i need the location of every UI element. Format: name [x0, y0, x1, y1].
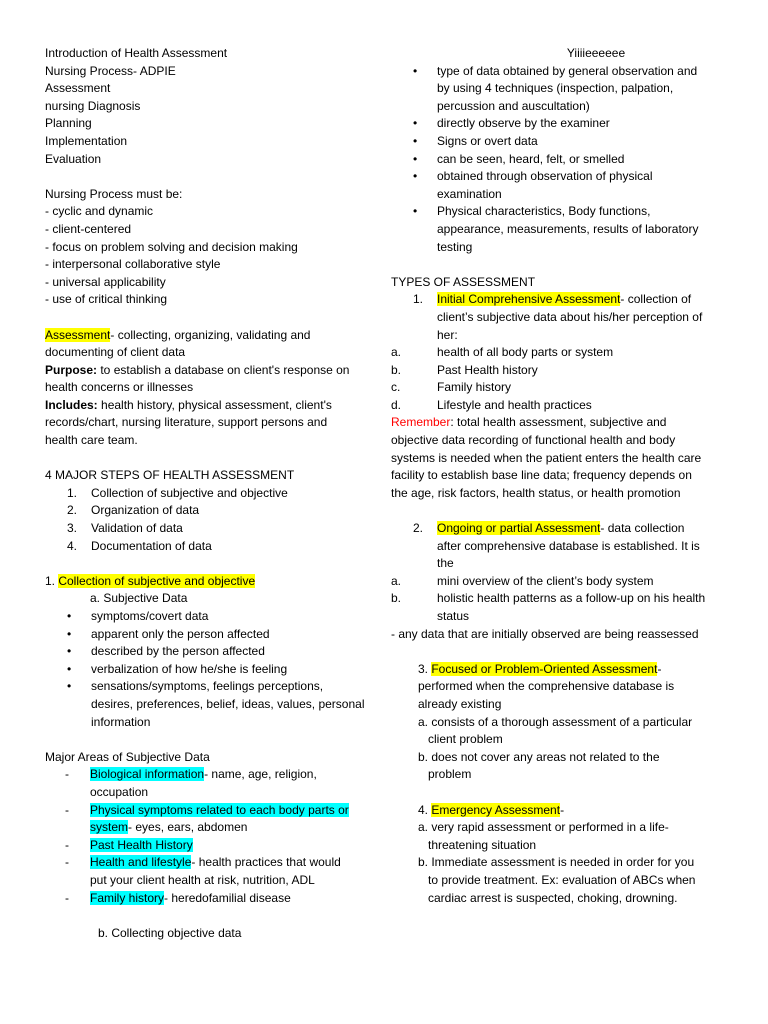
step-item: 4. Documentation of data	[67, 538, 212, 553]
includes-line-cont: health care team.	[45, 433, 138, 448]
must-be-item: - focus on problem solving and decision making	[45, 239, 298, 254]
section1-heading: 1. Collection of subjective and objective	[45, 573, 256, 588]
objective-bullet: • type of data obtained by general observation and by using 4 techniques (inspection, palpation, percussion and auscultation)	[413, 63, 698, 113]
left-column	[45, 45, 385, 942]
type-item: 1. Initial Comprehensive Assessment- collection of client’s subjective data about his/her perception of her:	[413, 292, 703, 342]
type1-subitem: b. Past Health history	[391, 362, 538, 377]
must-be-item: - universal applicability	[45, 274, 166, 289]
includes-line-cont: records/chart, nursing literature, support persons and	[45, 415, 328, 430]
must-be-item: - cyclic and dynamic	[45, 204, 154, 219]
assessment-term: Assessment	[45, 327, 111, 342]
remember-note-cont: facility to establish base line data; frequency depends on	[391, 468, 692, 483]
step-item: 3. Validation of data	[67, 521, 183, 536]
objective-bullet: • directly observe by the examiner	[413, 116, 610, 131]
reassess-note: - any data that are initially observed are being reassessed	[391, 626, 699, 641]
objective-bullet: • Signs or overt data	[413, 133, 538, 148]
objective-heading: b. Collecting objective data	[98, 925, 242, 940]
assessment-definition-cont: documenting of client data	[45, 345, 186, 360]
subjective-bullet: • described by the person affected	[67, 644, 265, 659]
type3-block: 3. Focused or Problem-Oriented Assessment- performed when the comprehensive database is already existing a. consists of a thorough assessment of a particular client problem b. does not cover any areas not related to the problem 4. Emergency Assessment- a. very rapid assessment or performed in a life- threatening situation b. Immediate assessment is needed in order for you to provide treatment. Ex: evaluation of ABCs when cardiac arrest is suspected, choking, drowning.	[418, 661, 696, 905]
subjective-bullet: • apparent only the person affected	[67, 626, 270, 641]
remember-note-cont: systems is needed when the patient enters the health care	[391, 450, 702, 465]
step-item: 2. Organization of data	[67, 503, 200, 518]
area-item: - Health and lifestyle- health practices that would put your client health at risk, nutrition, ADL	[65, 855, 341, 887]
type4-term: Emergency Assessment	[431, 802, 561, 817]
remember-note-cont: objective data recording of functional health and body	[391, 433, 676, 448]
remember-note-cont: the age, risk factors, health status, or health promotion	[391, 485, 681, 500]
must-be-item: - interpersonal collaborative style	[45, 257, 221, 272]
type2-subitem: a. mini overview of the client’s body system	[391, 573, 654, 588]
subjective-heading: a. Subjective Data	[90, 591, 188, 606]
process-line: Nursing Process- ADPIE	[45, 63, 176, 78]
doc-title: Introduction of Health Assessment	[45, 46, 228, 60]
subjective-bullet: • sensations/symptoms, feelings perceptions, desires, preferences, belief, ideas, values, personal information	[67, 679, 365, 729]
process-step-implementation: Implementation	[45, 133, 128, 148]
type1-subitem: c. Family history	[391, 380, 512, 395]
purpose-line: Purpose: to establish a database on client's response on	[45, 362, 350, 377]
objective-bullet: • can be seen, heard, felt, or smelled	[413, 151, 625, 166]
area-item: - Physical symptoms related to each body parts or system- eyes, ears, abdomen	[65, 802, 349, 835]
areas-heading: Major Areas of Subjective Data	[45, 749, 210, 764]
area-item: - Family history- heredofamilial disease	[65, 890, 291, 905]
subjective-bullet: • verbalization of how he/she is feeling	[67, 661, 288, 676]
remember-note: Remember: total health assessment, subjective and	[391, 415, 667, 430]
purpose-line-cont: health concerns or illnesses	[45, 380, 194, 395]
objective-bullet: • obtained through observation of physical examination	[413, 169, 653, 201]
type2-subitem: b. holistic health patterns as a follow-up on his health status	[391, 591, 706, 623]
subjective-bullet: • symptoms/covert data	[67, 609, 209, 623]
area-item: - Biological information- name, age, religion, occupation	[65, 767, 317, 799]
must-be-heading: Nursing Process must be:	[45, 186, 183, 201]
process-step-evaluation: Evaluation	[45, 151, 102, 166]
process-step-diagnosis: nursing Diagnosis	[45, 98, 141, 113]
right-column	[391, 45, 731, 907]
process-step-assessment: Assessment	[45, 81, 111, 96]
step-item: 1. Collection of subjective and objective	[67, 485, 288, 500]
type3-term: Focused or Problem-Oriented Assessment	[431, 661, 658, 676]
must-be-item: - client-centered	[45, 221, 132, 236]
top-annotation: Yiiiieeeeee	[566, 46, 626, 60]
area-item: - Past Health History	[65, 837, 193, 852]
objective-bullet: • Physical characteristics, Body functions, appearance, measurements, results of laboratory testing	[413, 204, 699, 254]
type1-subitem: a. health of all body parts or system	[391, 345, 614, 360]
type-item: 2. Ongoing or partial Assessment- data collection after comprehensive database is established. It is the	[413, 521, 700, 571]
includes-line: Includes: health history, physical assessment, client's	[45, 397, 332, 412]
assessment-definition: Assessment- collecting, organizing, validating and	[45, 327, 311, 342]
type1-subitem: d. Lifestyle and health practices	[391, 397, 592, 412]
must-be-item: - use of critical thinking	[45, 292, 168, 307]
process-step-planning: Planning	[45, 116, 92, 131]
steps-heading: 4 MAJOR STEPS OF HEALTH ASSESSMENT	[45, 468, 295, 483]
types-heading: TYPES OF ASSESSMENT	[391, 274, 536, 289]
